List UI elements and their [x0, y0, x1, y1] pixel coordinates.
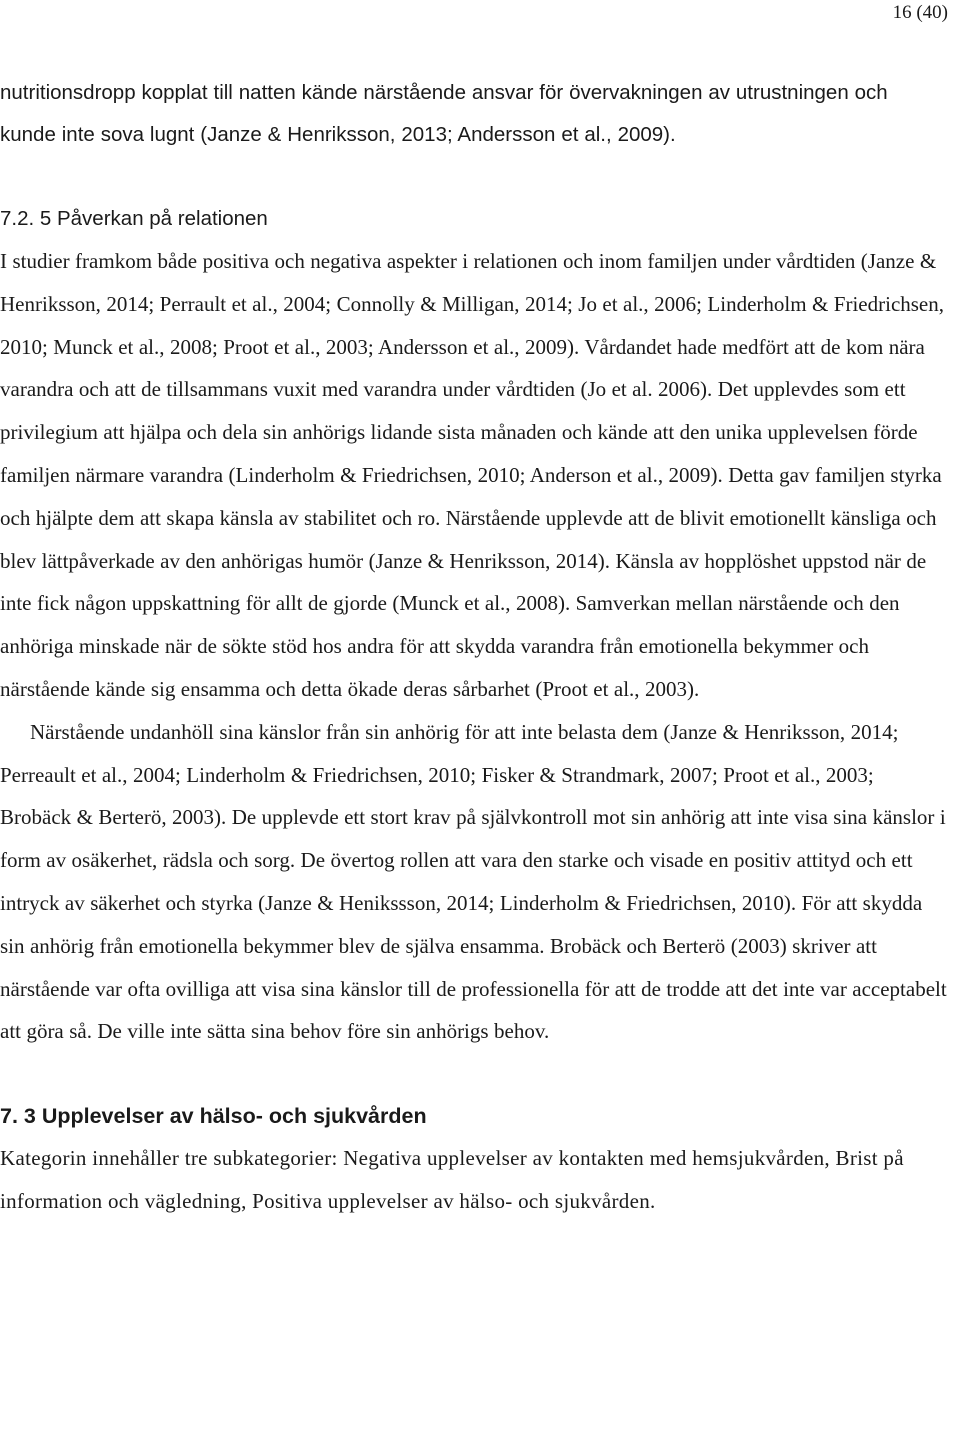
section-heading-7-3: 7. 3 Upplevelser av hälso- och sjukvården — [0, 1104, 427, 1129]
body-paragraph: I studier framkom både positiva och negativa aspekter i relationen och inom familjen under vårdtiden (Janze & Henriksson, 2014; Perrault et al., 2004; Connolly & Milligan, 2014; Jo et al., 2006; Linderholm & Friedrichsen, 2010; Munck et al., 2008; Proot et al., 2003; Andersson et al., 2009). Vårdandet hade medfört att de kom nära varandra och att de tillsammans vuxit med varandra under vårdtiden (Jo et al. 2006). Det upplevdes som ett privilegium att hjälpa och dela sin anhörigs lidande sista månaden och kände att den unika upplevelsen förde familjen närmare varandra (Linderholm & Friedrichsen, 2010; Anderson et al., 2009). Detta gav familjen styrka och hjälpte dem att skapa känsla av stabilitet och ro. Närstående upplevde att de blivit emotionellt känsliga och blev lättpåverkade av den anhörigas humör (Janze & Henriksson, 2014). Känsla av hopplöshet uppstod när de inte fick någon uppskattning för allt de gjorde (Munck et al., 2008). Samverkan mellan närstående och den anhöriga minskade när de sökte stöd hos andra för att skydda varandra från emotionella bekymmer och närstående kände sig ensamma och detta ökade deras sårbarhet (Proot et al., 2003). — [0, 249, 945, 701]
page-number: 16 (40) — [892, 2, 948, 23]
document-body — [0, 72, 948, 1222]
body-paragraph: nutritionsdropp kopplat till natten kände närstående ansvar för övervakningen av utrustningen och kunde inte sova lugnt (Janze & Henriksson, 2013; Andersson et al., 2009). — [0, 81, 888, 146]
section-heading-7-2-5: 7.2. 5 Påverkan på relationen — [0, 207, 268, 230]
body-paragraph: Närstående undanhöll sina känslor från sin anhörig för att inte belasta dem (Janze & Henriksson, 2014; Perreault et al., 2004; Linderholm & Friedrichsen, 2010; Fisker & Strandmark, 2007; Proot et al., 2003; Brobäck & Berterö, 2003). De upplevde ett stort krav på självkontroll mot sin anhörig att inte visa sina känslor i form av osäkerhet, rädsla och sorg. De övertog rollen att vara den starke och visade en positiv attityd och ett intryck av säkerhet och styrka (Janze & Henikssson, 2014; Linderholm & Friedrichsen, 2010). För att skydda sin anhörig från emotionella bekymmer blev de själva ensamma. Brobäck och Berterö (2003) skriver att närstående var ofta ovilliga att visa sina känslor till de professionella för att de trodde att det inte var acceptabelt att göra så. De ville inte sätta sina behov före sin anhörigs behov. — [0, 719, 947, 1044]
body-paragraph: Kategorin innehåller tre subkategorier: Negativa upplevelser av kontakten med hemsjukvården, Brist på information och vägledning, Positiva upplevelser av hälso- och sjukvården. — [0, 1146, 904, 1213]
